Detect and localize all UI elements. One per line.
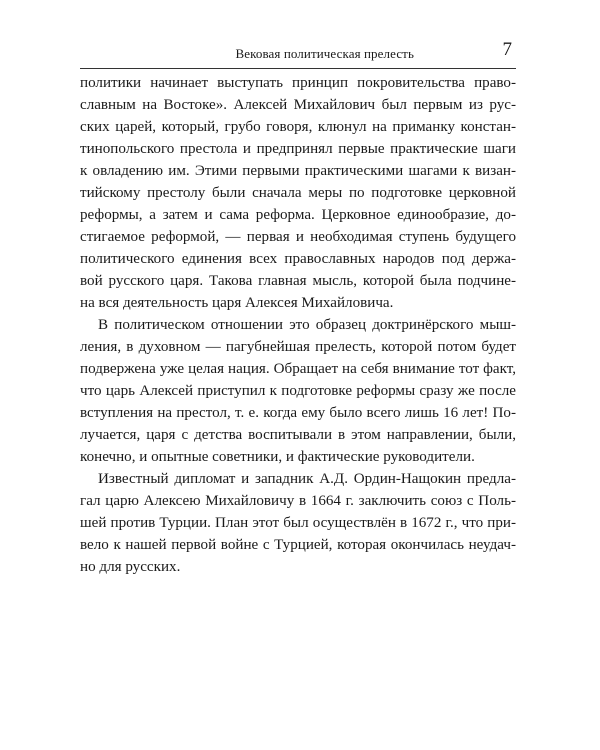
text-line: славным на Востоке». Алексей Михайлович был первым из рус- (80, 97, 516, 113)
text-line: тийскому престолу были сначала меры по подготовке церковной (80, 185, 516, 201)
body-text (80, 72, 516, 578)
text-line: политического единения всех православных народов под держа- (80, 251, 516, 267)
text-line: гал царю Алексею Михайловичу в 1664 г. заключить союз с Поль- (80, 493, 516, 509)
text-line: вой русского царя. Такова главная мысль, которой была подчине- (80, 273, 516, 289)
text-line: на вся деятельность царя Алексея Михайловича. (80, 295, 394, 311)
text-line: реформы, а затем и сама реформа. Церковное единообразие, до- (80, 207, 516, 223)
text-line: конечно, и опытные советники, и фактические руководители. (80, 449, 475, 465)
running-header (80, 38, 516, 69)
text-line: стигаемое реформой, — первая и необходимая ступень будущего (80, 229, 516, 245)
paragraph-2 (80, 314, 516, 468)
text-line: что царь Алексей приступил к подготовке реформы сразу же после (80, 383, 516, 399)
text-line: подвержена уже целая нация. Обращает на себя внимание тот факт, (80, 361, 516, 377)
paragraph-3 (80, 468, 516, 578)
text-line: к овладению им. Этими первыми практическими шагами к визан- (80, 163, 516, 179)
text-line: В политическом отношении это образец доктринёрского мыш- (98, 317, 516, 333)
text-line: Известный дипломат и западник А.Д. Ордин-Нащокин предла- (98, 471, 516, 487)
text-line: шей против Турции. План этот был осуществлён в 1672 г., что при- (80, 515, 516, 531)
text-line: ления, в духовном — пагубнейшая прелесть, которой потом будет (80, 339, 516, 355)
text-line: политики начинает выступать принцип покровительства право- (80, 75, 516, 91)
text-line: вело к нашей первой войне с Турцией, которая окончилась неудач- (80, 537, 516, 553)
running-title: Вековая политическая прелесть (235, 46, 414, 61)
text-line: ских царей, который, грубо говоря, клюнул на приманку констан- (80, 119, 516, 135)
text-line: вступления на престол, т. е. когда ему было всего лишь 16 лет! По- (80, 405, 516, 421)
text-line: лучается, царя с детства воспитывали в этом направлении, были, (80, 427, 516, 443)
text-line: но для русских. (80, 559, 181, 575)
page-number: 7 (502, 39, 512, 60)
paragraph-1 (80, 72, 516, 314)
text-line: тинопольского престола и предпринял первые практические шаги (80, 141, 516, 157)
